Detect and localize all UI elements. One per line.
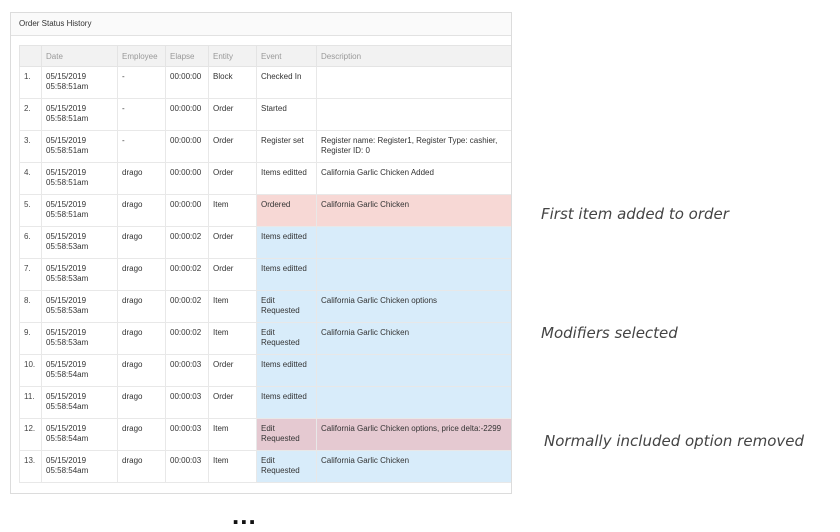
row-entity: Item [209, 419, 257, 451]
row-entity: Order [209, 387, 257, 419]
column-header-employee[interactable]: Employee [118, 46, 166, 67]
row-entity: Order [209, 227, 257, 259]
row-elapse: 00:00:00 [166, 195, 209, 227]
row-date-time: 05:58:53am [46, 338, 89, 347]
column-header-entity[interactable]: Entity [209, 46, 257, 67]
row-employee: drago [118, 419, 166, 451]
row-description: California Garlic Chicken [317, 451, 512, 483]
row-entity: Item [209, 195, 257, 227]
row-description [317, 227, 512, 259]
row-description [317, 387, 512, 419]
row-entity: Item [209, 451, 257, 483]
row-date-time: 05:58:53am [46, 242, 89, 251]
row-date [42, 259, 118, 291]
row-elapse: 00:00:00 [166, 99, 209, 131]
table-row[interactable] [20, 387, 512, 419]
row-index: 13. [20, 451, 42, 483]
row-employee: - [118, 131, 166, 163]
row-date-day: 05/15/2019 [46, 168, 87, 177]
row-date [42, 131, 118, 163]
note-first-item: First item added to order [541, 205, 729, 223]
row-date-day: 05/15/2019 [46, 424, 87, 433]
row-date-time: 05:58:51am [46, 146, 89, 155]
table-row[interactable] [20, 99, 512, 131]
row-event: Edit Requested [257, 323, 317, 355]
row-employee: drago [118, 387, 166, 419]
row-index: 3. [20, 131, 42, 163]
row-date-day: 05/15/2019 [46, 328, 87, 337]
row-date-time: 05:58:53am [46, 274, 89, 283]
row-index: 7. [20, 259, 42, 291]
column-header-index [20, 46, 42, 67]
row-entity: Item [209, 291, 257, 323]
row-index: 12. [20, 419, 42, 451]
row-date [42, 195, 118, 227]
table-row[interactable] [20, 67, 512, 99]
row-description [317, 259, 512, 291]
row-elapse: 00:00:02 [166, 227, 209, 259]
row-employee: drago [118, 259, 166, 291]
order-status-history-panel [10, 12, 512, 494]
column-header-event[interactable]: Event [257, 46, 317, 67]
row-event: Checked In [257, 67, 317, 99]
column-header-description[interactable]: Description [317, 46, 512, 67]
column-header-elapse[interactable]: Elapse [166, 46, 209, 67]
row-event: Items editted [257, 259, 317, 291]
row-elapse: 00:00:02 [166, 291, 209, 323]
table-row[interactable] [20, 355, 512, 387]
row-entity: Block [209, 67, 257, 99]
row-index: 5. [20, 195, 42, 227]
note-option-removed: Normally included option removed [544, 432, 804, 450]
row-date-time: 05:58:54am [46, 402, 89, 411]
column-header-date[interactable]: Date [42, 46, 118, 67]
row-date-time: 05:58:54am [46, 370, 89, 379]
row-employee: - [118, 67, 166, 99]
row-event: Ordered [257, 195, 317, 227]
row-elapse: 00:00:03 [166, 419, 209, 451]
row-date [42, 227, 118, 259]
row-date-day: 05/15/2019 [46, 264, 87, 273]
row-date [42, 99, 118, 131]
row-event: Started [257, 99, 317, 131]
row-entity: Item [209, 323, 257, 355]
row-description: California Garlic Chicken Added [317, 163, 512, 195]
row-employee: drago [118, 227, 166, 259]
row-employee: drago [118, 195, 166, 227]
row-date [42, 387, 118, 419]
row-elapse: 00:00:02 [166, 323, 209, 355]
row-date-time: 05:58:51am [46, 210, 89, 219]
row-elapse: 00:00:00 [166, 67, 209, 99]
row-date-day: 05/15/2019 [46, 72, 87, 81]
row-date [42, 451, 118, 483]
row-description: Register name: Register1, Register Type: cashier, Register ID: 0 [317, 131, 512, 163]
row-index: 1. [20, 67, 42, 99]
row-description: California Garlic Chicken [317, 323, 512, 355]
row-event: Items editted [257, 355, 317, 387]
row-index: 9. [20, 323, 42, 355]
row-elapse: 00:00:03 [166, 387, 209, 419]
row-date-day: 05/15/2019 [46, 136, 87, 145]
row-elapse: 00:00:03 [166, 451, 209, 483]
row-event: Items editted [257, 163, 317, 195]
row-date-day: 05/15/2019 [46, 232, 87, 241]
table-row[interactable] [20, 131, 512, 163]
row-date-time: 05:58:54am [46, 466, 89, 475]
row-event: Edit Requested [257, 419, 317, 451]
table-row[interactable] [20, 323, 512, 355]
table-row[interactable] [20, 163, 512, 195]
panel-title: Order Status History [11, 13, 511, 36]
row-entity: Order [209, 131, 257, 163]
row-entity: Order [209, 163, 257, 195]
continuation-ellipsis: ... [232, 500, 257, 530]
row-index: 11. [20, 387, 42, 419]
row-index: 4. [20, 163, 42, 195]
row-entity: Order [209, 99, 257, 131]
row-employee: drago [118, 291, 166, 323]
row-employee: drago [118, 323, 166, 355]
row-entity: Order [209, 259, 257, 291]
row-description: California Garlic Chicken [317, 195, 512, 227]
row-date-time: 05:58:51am [46, 178, 89, 187]
row-description: California Garlic Chicken options, price delta:-2299 [317, 419, 512, 451]
table-row[interactable] [20, 195, 512, 227]
row-description [317, 67, 512, 99]
note-modifiers: Modifiers selected [541, 324, 678, 342]
row-event: Items editted [257, 227, 317, 259]
row-entity: Order [209, 355, 257, 387]
row-employee: - [118, 99, 166, 131]
row-date [42, 323, 118, 355]
row-date-day: 05/15/2019 [46, 392, 87, 401]
row-date-day: 05/15/2019 [46, 456, 87, 465]
row-index: 2. [20, 99, 42, 131]
row-description [317, 99, 512, 131]
row-employee: drago [118, 355, 166, 387]
row-index: 10. [20, 355, 42, 387]
row-date-time: 05:58:51am [46, 82, 89, 91]
table-row[interactable] [20, 451, 512, 483]
row-employee: drago [118, 163, 166, 195]
row-elapse: 00:00:00 [166, 131, 209, 163]
row-date [42, 419, 118, 451]
row-date [42, 355, 118, 387]
table-row[interactable] [20, 291, 512, 323]
row-elapse: 00:00:00 [166, 163, 209, 195]
table-row[interactable] [20, 227, 512, 259]
row-description: California Garlic Chicken options [317, 291, 512, 323]
row-date [42, 67, 118, 99]
row-date-time: 05:58:54am [46, 434, 89, 443]
row-index: 8. [20, 291, 42, 323]
row-employee: drago [118, 451, 166, 483]
order-status-table [19, 45, 512, 483]
table-header-row [20, 46, 512, 67]
row-date [42, 291, 118, 323]
row-date-time: 05:58:53am [46, 306, 89, 315]
row-date-day: 05/15/2019 [46, 360, 87, 369]
row-date-day: 05/15/2019 [46, 104, 87, 113]
row-description [317, 355, 512, 387]
row-date-time: 05:58:51am [46, 114, 89, 123]
row-event: Edit Requested [257, 291, 317, 323]
row-event: Edit Requested [257, 451, 317, 483]
row-elapse: 00:00:02 [166, 259, 209, 291]
row-date-day: 05/15/2019 [46, 200, 87, 209]
table-row[interactable] [20, 259, 512, 291]
row-index: 6. [20, 227, 42, 259]
row-event: Items editted [257, 387, 317, 419]
table-row[interactable] [20, 419, 512, 451]
row-event: Register set [257, 131, 317, 163]
row-date [42, 163, 118, 195]
row-elapse: 00:00:03 [166, 355, 209, 387]
row-date-day: 05/15/2019 [46, 296, 87, 305]
